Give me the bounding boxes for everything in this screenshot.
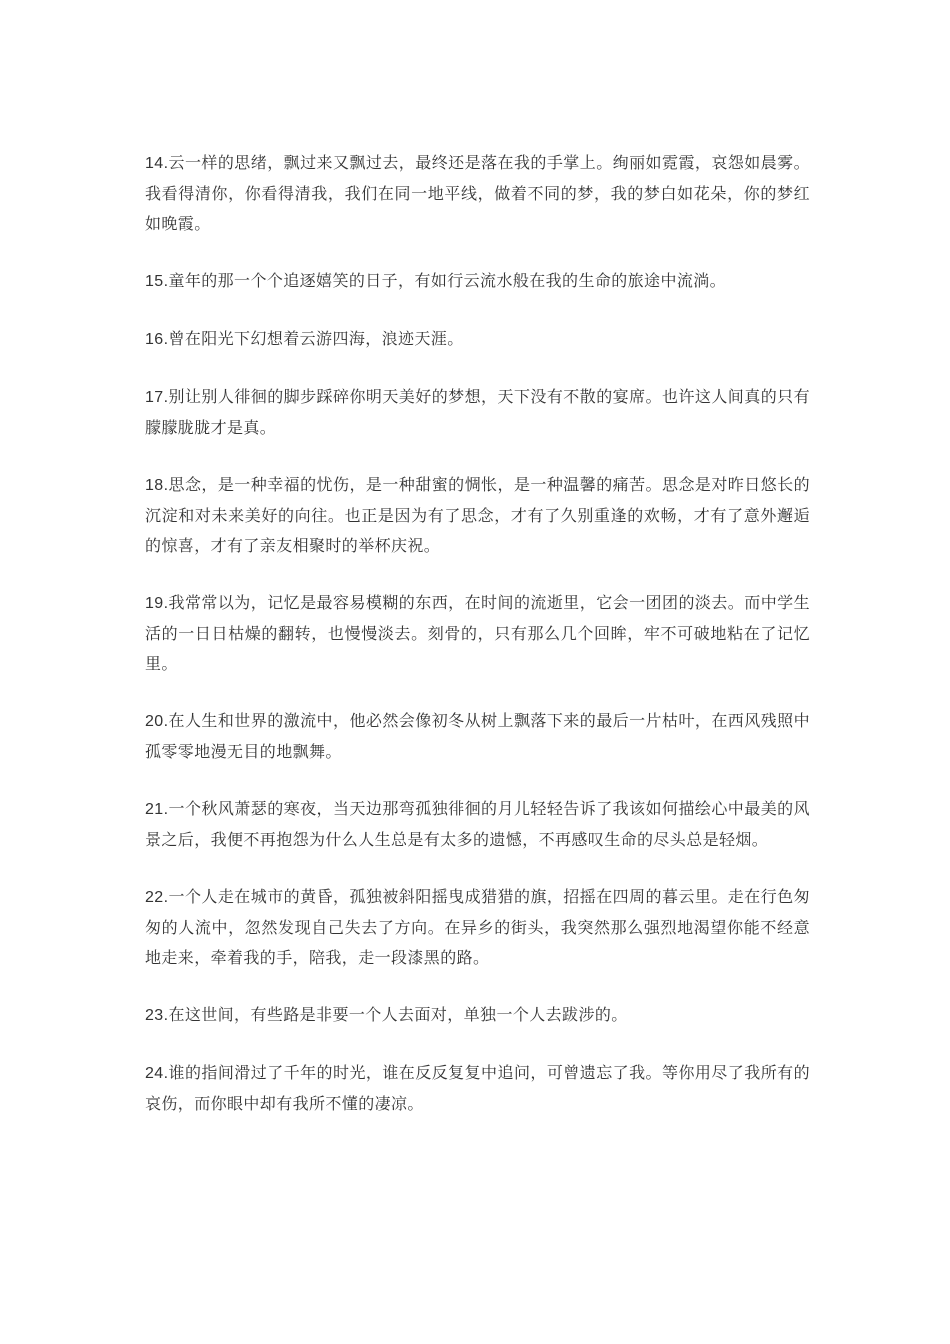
- paragraph-text: 一个人走在城市的黄昏，孤独被斜阳摇曳成猎猎的旗，招摇在四周的暮云里。走在行色匆匆的人流中，忽然发现自己失去了方向。在异乡的街头，我突然那么强烈地渴望你能不经意地走来，牵着我的手，陪我，走一段漆黑的路。: [145, 887, 810, 967]
- paragraph-number: 23.: [145, 1007, 169, 1024]
- paragraph-19: [145, 588, 810, 679]
- paragraph-text: 云一样的思绪，飘过来又飘过去，最终还是落在我的手掌上。绚丽如霓霞，哀怨如晨雾。我看得清你，你看得清我，我们在同一地平线，做着不同的梦，我的梦白如花朵，你的梦红如晚霞。: [145, 153, 810, 233]
- paragraph-text: 别让别人徘徊的脚步踩碎你明天美好的梦想，天下没有不散的宴席。也许这人间真的只有朦朦胧胧才是真。: [145, 387, 810, 437]
- paragraph-number: 20.: [145, 713, 169, 730]
- paragraph-text: 谁的指间滑过了千年的时光，谁在反反复复中追问，可曾遗忘了我。等你用尽了我所有的哀伤，而你眼中却有我所不懂的凄凉。: [145, 1063, 810, 1113]
- paragraph-text: 一个秋风萧瑟的寒夜，当天边那弯孤独徘徊的月儿轻轻告诉了我该如何描绘心中最美的风景之后，我便不再抱怨为什么人生总是有太多的遗憾，不再感叹生命的尽头总是轻烟。: [145, 799, 810, 849]
- paragraph-text: 曾在阳光下幻想着云游四海，浪迹天涯。: [168, 329, 464, 348]
- paragraph-number: 22.: [145, 889, 169, 906]
- paragraph-number: 18.: [145, 477, 169, 494]
- paragraph-24: [145, 1058, 810, 1119]
- document-body: [145, 148, 810, 1146]
- paragraph-number: 24.: [145, 1065, 169, 1082]
- paragraph-16: [145, 324, 810, 355]
- paragraph-18: [145, 470, 810, 561]
- paragraph-number: 17.: [145, 389, 169, 406]
- paragraph-17: [145, 382, 810, 443]
- paragraph-text: 童年的那一个个追逐嬉笑的日子，有如行云流水般在我的生命的旅途中流淌。: [168, 271, 727, 290]
- paragraph-14: [145, 148, 810, 239]
- paragraph-number: 16.: [145, 331, 169, 348]
- paragraph-23: [145, 1000, 810, 1031]
- paragraph-text: 我常常以为，记忆是最容易模糊的东西，在时间的流逝里，它会一团团的淡去。而中学生活的一日日枯燥的翻转，也慢慢淡去。刻骨的，只有那么几个回眸，牢不可破地粘在了记忆里。: [145, 593, 810, 673]
- paragraph-text: 在这世间，有些路是非要一个人去面对，单独一个人去跋涉的。: [168, 1005, 628, 1024]
- paragraph-text: 思念，是一种幸福的忧伤，是一种甜蜜的惆怅，是一种温馨的痛苦。思念是对昨日悠长的沉淀和对未来美好的向往。也正是因为有了思念，才有了久别重逢的欢畅，才有了意外邂逅的惊喜，才有了亲友相聚时的举杯庆祝。: [145, 475, 810, 555]
- paragraph-number: 21.: [145, 801, 169, 818]
- paragraph-15: [145, 266, 810, 297]
- paragraph-22: [145, 882, 810, 973]
- paragraph-text: 在人生和世界的激流中，他必然会像初冬从树上飘落下来的最后一片枯叶，在西风残照中孤零零地漫无目的地飘舞。: [145, 711, 810, 761]
- paragraph-20: [145, 706, 810, 767]
- paragraph-number: 15.: [145, 273, 169, 290]
- paragraph-number: 14.: [145, 155, 169, 172]
- paragraph-number: 19.: [145, 595, 169, 612]
- paragraph-21: [145, 794, 810, 855]
